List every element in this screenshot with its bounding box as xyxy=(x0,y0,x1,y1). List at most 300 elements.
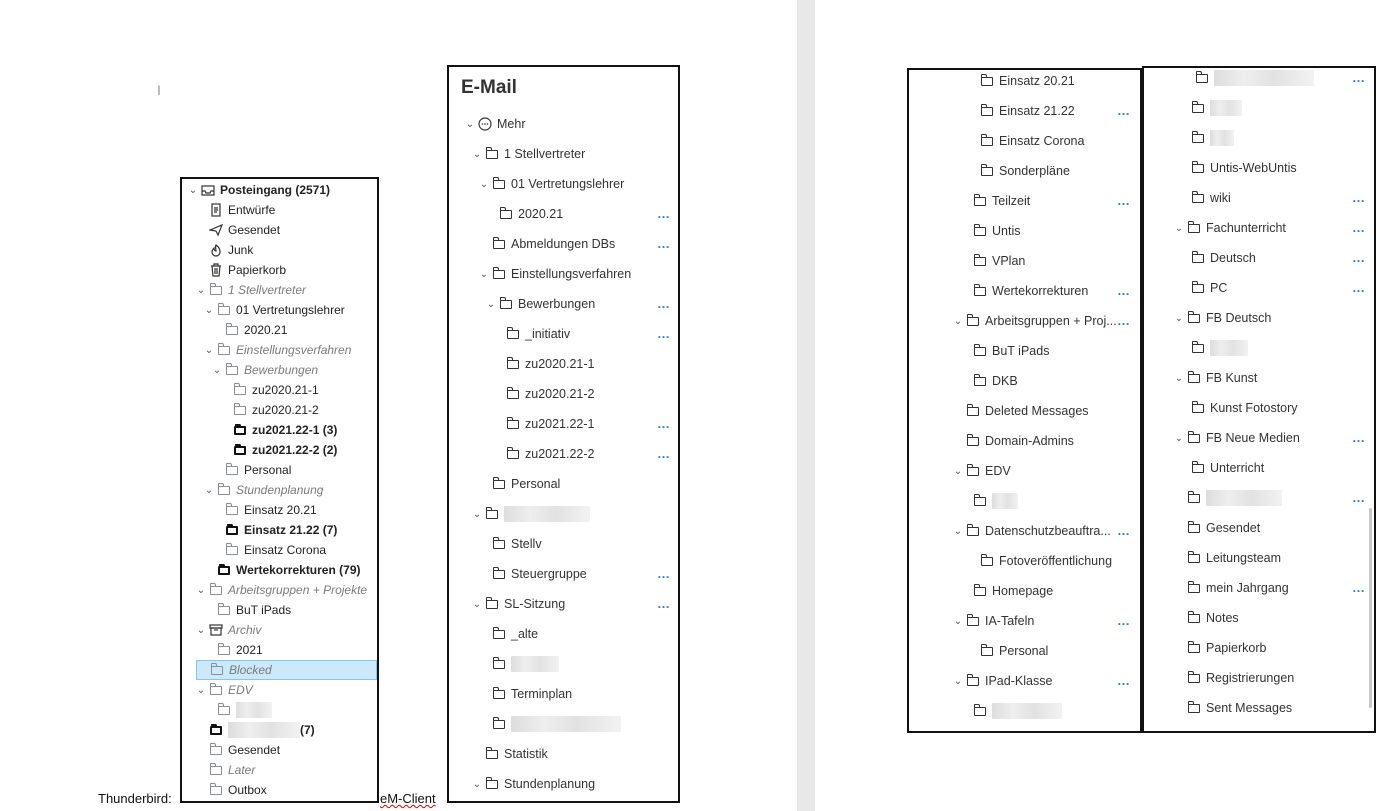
emclient-folder-pane-1 xyxy=(447,65,680,803)
folder-icon xyxy=(210,663,224,677)
more-options-icon[interactable]: … xyxy=(1117,193,1130,208)
folder-label: Terminplan xyxy=(511,687,573,701)
folder-icon xyxy=(217,343,231,357)
folder-row[interactable] xyxy=(493,384,678,404)
folder-row[interactable] xyxy=(1174,638,1373,658)
redacted-name xyxy=(992,703,1062,719)
redacted-name xyxy=(236,702,272,718)
folder-row[interactable] xyxy=(486,294,678,314)
more-options-icon[interactable]: … xyxy=(1352,250,1365,265)
folder-label: mein Jahrgang xyxy=(1206,581,1289,595)
folder-row[interactable] xyxy=(960,281,1138,301)
expand-chevron-icon[interactable] xyxy=(472,779,482,790)
folder-row[interactable] xyxy=(953,671,1138,691)
redacted-name xyxy=(1210,130,1234,146)
folder-label: Notes xyxy=(1206,611,1239,625)
folder-row[interactable] xyxy=(493,444,678,464)
folder-row[interactable] xyxy=(1178,128,1373,148)
folder-label: Einsatz Corona xyxy=(999,134,1085,148)
folder-icon xyxy=(966,314,980,328)
expand-chevron-icon[interactable] xyxy=(479,269,489,280)
folder-label: Sent Messages xyxy=(1206,701,1293,715)
folder-icon xyxy=(1191,161,1205,175)
folder-icon xyxy=(973,584,987,598)
folder-label: IA-Tafeln xyxy=(985,614,1035,628)
folder-label: Registrierungen xyxy=(1206,671,1295,685)
folder-icon xyxy=(217,703,231,717)
expand-chevron-icon[interactable] xyxy=(204,485,214,496)
expand-chevron-icon[interactable] xyxy=(953,676,963,687)
folder-label: FB Kunst xyxy=(1206,371,1258,385)
folder-label: Einsatz 20.21 xyxy=(999,74,1075,88)
expand-chevron-icon[interactable] xyxy=(188,185,198,196)
folder-icon xyxy=(973,704,987,718)
folder-label: Bewerbungen xyxy=(244,363,319,377)
folder-icon xyxy=(217,303,231,317)
folder-row[interactable] xyxy=(212,320,377,340)
expand-chevron-icon[interactable] xyxy=(953,316,963,327)
more-icon xyxy=(478,117,492,131)
folder-icon xyxy=(492,717,506,731)
folder-label: Statistik xyxy=(504,747,548,761)
folder-icon xyxy=(233,403,247,417)
folder-row[interactable] xyxy=(212,500,377,520)
folder-row[interactable] xyxy=(1178,458,1373,478)
folder-row[interactable] xyxy=(493,354,678,374)
folder-row[interactable] xyxy=(953,521,1138,541)
folder-icon xyxy=(209,583,223,597)
folder-row[interactable] xyxy=(1178,278,1373,298)
folder-row[interactable] xyxy=(220,380,377,400)
redacted-name xyxy=(1210,340,1248,356)
folder-label: Teilzeit xyxy=(992,194,1031,208)
folder-row[interactable] xyxy=(204,340,377,360)
folder-label: DKB xyxy=(992,374,1018,388)
expand-chevron-icon[interactable] xyxy=(953,526,963,537)
folder-row[interactable] xyxy=(953,431,1138,451)
folder-row[interactable] xyxy=(967,551,1138,571)
folder-row[interactable] xyxy=(220,440,377,460)
folder-icon xyxy=(1187,521,1201,535)
expand-chevron-icon[interactable] xyxy=(196,285,206,296)
folder-row[interactable] xyxy=(196,260,377,280)
expand-chevron-icon[interactable] xyxy=(204,305,214,316)
folder-icon xyxy=(485,147,499,161)
folder-icon xyxy=(485,597,499,611)
folder-label: Untis-WebUntis xyxy=(1210,161,1297,175)
folder-row[interactable] xyxy=(960,341,1138,361)
folder-row[interactable] xyxy=(196,280,377,300)
folder-icon xyxy=(1187,641,1201,655)
folder-row[interactable] xyxy=(212,520,377,540)
folder-label: Einstellungsverfahren xyxy=(511,267,632,281)
folder-row[interactable] xyxy=(960,701,1138,721)
folder-label: Deutsch xyxy=(1210,251,1256,265)
folder-row[interactable] xyxy=(204,640,377,660)
folder-row[interactable] xyxy=(1178,98,1373,118)
folder-row[interactable] xyxy=(472,774,678,794)
folder-label: Einsatz 20.21 xyxy=(244,503,317,517)
folder-row[interactable] xyxy=(479,684,678,704)
folder-label: zu2021.22-2 (2) xyxy=(252,443,338,457)
folder-label: zu2021.22-1 xyxy=(525,417,595,431)
folder-icon xyxy=(233,443,247,457)
folder-label: Untis xyxy=(992,224,1021,238)
folder-row[interactable] xyxy=(960,371,1138,391)
folder-row[interactable] xyxy=(1174,548,1373,568)
folder-label: _initiativ xyxy=(525,327,571,341)
folder-row[interactable] xyxy=(1174,368,1373,388)
folder-row[interactable] xyxy=(196,780,377,800)
folder-icon xyxy=(966,524,980,538)
folder-icon xyxy=(217,603,231,617)
more-options-icon[interactable]: … xyxy=(657,296,670,311)
expand-chevron-icon[interactable] xyxy=(486,299,496,310)
folder-label: Einsatz 21.22 xyxy=(999,104,1075,118)
folder-icon xyxy=(492,537,506,551)
folder-label: 1 Stellvertreter xyxy=(228,283,307,297)
folder-row[interactable] xyxy=(960,491,1138,511)
folder-label: Archiv xyxy=(228,623,262,637)
expand-chevron-icon[interactable] xyxy=(212,365,222,376)
folder-label: IPad-Klasse xyxy=(985,674,1053,688)
folder-label: Outbox xyxy=(228,783,267,797)
text-cursor: I xyxy=(157,82,161,98)
more-options-icon[interactable]: … xyxy=(657,326,670,341)
folder-label: Einsatz 21.22 (7) xyxy=(244,523,338,537)
folder-row[interactable] xyxy=(479,264,678,284)
emclient-folder-pane-2 xyxy=(907,68,1142,733)
folder-label: Deleted Messages xyxy=(985,404,1089,418)
more-options-icon[interactable]: … xyxy=(1117,613,1130,628)
folder-icon xyxy=(209,763,223,777)
folder-row[interactable] xyxy=(204,480,377,500)
folder-label: Gesendet xyxy=(1206,521,1261,535)
folder-row[interactable] xyxy=(479,624,678,644)
folder-row[interactable] xyxy=(960,221,1138,241)
folder-row[interactable] xyxy=(486,204,678,224)
expand-chevron-icon[interactable] xyxy=(1174,223,1184,234)
folder-icon xyxy=(980,554,994,568)
folder-row[interactable] xyxy=(204,300,377,320)
more-options-icon[interactable]: … xyxy=(1352,280,1365,295)
folder-icon xyxy=(209,283,223,297)
folder-row[interactable] xyxy=(953,401,1138,421)
folder-row[interactable] xyxy=(1174,428,1373,448)
folder-icon xyxy=(973,224,987,238)
folder-row[interactable] xyxy=(479,564,678,584)
folder-row[interactable] xyxy=(1182,68,1373,88)
more-options-icon[interactable]: … xyxy=(1352,580,1365,595)
folder-label: Kunst Fotostory xyxy=(1210,401,1298,415)
caption-emclient-text: eM-Client xyxy=(380,791,436,806)
folder-icon xyxy=(209,683,223,697)
folder-label: 1 Stellvertreter xyxy=(504,147,586,161)
folder-label: Steuergruppe xyxy=(511,567,587,581)
folder-label: PC xyxy=(1210,281,1228,295)
folder-row[interactable] xyxy=(196,580,377,600)
folder-label: Entwürfe xyxy=(228,203,276,217)
folder-icon xyxy=(492,627,506,641)
folder-icon xyxy=(966,434,980,448)
folder-icon xyxy=(1187,311,1201,325)
folder-row[interactable] xyxy=(204,700,377,720)
folder-icon xyxy=(209,723,223,737)
folder-label: (7) xyxy=(300,723,315,737)
folder-label: Stellv xyxy=(511,537,542,551)
folder-row[interactable] xyxy=(479,714,678,734)
folder-row[interactable] xyxy=(472,144,678,164)
folder-row[interactable] xyxy=(196,240,377,260)
folder-row[interactable] xyxy=(1174,488,1373,508)
more-options-icon[interactable]: … xyxy=(1117,673,1130,688)
folder-icon xyxy=(1195,71,1209,85)
redacted-name xyxy=(1214,70,1314,86)
redacted-name xyxy=(1206,490,1282,506)
folder-row[interactable] xyxy=(953,311,1138,331)
folder-row[interactable] xyxy=(1174,668,1373,688)
emclient-folder-pane-3 xyxy=(1142,66,1376,733)
more-options-icon[interactable]: … xyxy=(1352,70,1365,85)
folder-row[interactable] xyxy=(1178,158,1373,178)
folder-icon xyxy=(506,327,520,341)
folder-label: FB Deutsch xyxy=(1206,311,1272,325)
folder-row[interactable] xyxy=(204,600,377,620)
more-options-icon[interactable]: … xyxy=(657,446,670,461)
folder-row[interactable] xyxy=(967,161,1138,181)
more-options-icon[interactable]: … xyxy=(657,416,670,431)
folder-icon xyxy=(1191,341,1205,355)
folder-row[interactable] xyxy=(1178,338,1373,358)
folder-row[interactable] xyxy=(479,234,678,254)
thunderbird-folder-pane xyxy=(180,177,379,803)
more-options-icon[interactable]: … xyxy=(1352,220,1365,235)
folder-icon xyxy=(225,323,239,337)
folder-label: BuT iPads xyxy=(236,603,292,617)
expand-chevron-icon[interactable] xyxy=(465,119,475,130)
folder-row[interactable] xyxy=(472,594,678,614)
folder-row[interactable] xyxy=(953,461,1138,481)
folder-row[interactable] xyxy=(204,560,377,580)
folder-icon xyxy=(1187,371,1201,385)
folder-icon xyxy=(233,423,247,437)
folder-icon xyxy=(499,207,513,221)
folder-icon xyxy=(1187,491,1201,505)
folder-icon xyxy=(485,747,499,761)
folder-label: zu2020.21-2 xyxy=(525,387,595,401)
folder-row[interactable] xyxy=(465,114,678,134)
folder-row[interactable] xyxy=(1174,308,1373,328)
redacted-name xyxy=(992,493,1018,509)
folder-icon xyxy=(1187,431,1201,445)
folder-row[interactable] xyxy=(472,744,678,764)
folder-row[interactable] xyxy=(212,540,377,560)
folder-icon xyxy=(973,194,987,208)
folder-row[interactable] xyxy=(967,641,1138,661)
expand-chevron-icon[interactable] xyxy=(472,149,482,160)
folder-icon xyxy=(973,344,987,358)
folder-icon xyxy=(1191,401,1205,415)
folder-icon xyxy=(485,777,499,791)
expand-chevron-icon[interactable] xyxy=(196,625,206,636)
folder-row[interactable] xyxy=(960,581,1138,601)
folder-row[interactable] xyxy=(1174,698,1373,718)
more-options-icon[interactable]: … xyxy=(1352,430,1365,445)
folder-row[interactable] xyxy=(196,660,377,680)
folder-icon xyxy=(492,687,506,701)
folder-label: Blocked xyxy=(229,663,272,677)
more-options-icon[interactable]: … xyxy=(1117,523,1130,538)
folder-row[interactable] xyxy=(953,611,1138,631)
expand-chevron-icon[interactable] xyxy=(196,585,206,596)
redacted-name xyxy=(511,716,621,732)
folder-row[interactable] xyxy=(212,460,377,480)
folder-row[interactable] xyxy=(220,400,377,420)
folder-row[interactable] xyxy=(196,740,377,760)
folder-icon xyxy=(217,643,231,657)
folder-row[interactable] xyxy=(472,504,678,524)
folder-icon xyxy=(1187,551,1201,565)
folder-icon xyxy=(225,543,239,557)
more-options-icon[interactable]: … xyxy=(657,206,670,221)
folder-row[interactable] xyxy=(967,71,1138,91)
folder-row[interactable] xyxy=(196,620,377,640)
folder-label: 2020.21 xyxy=(518,207,564,221)
folder-row[interactable] xyxy=(1174,578,1373,598)
expand-chevron-icon[interactable] xyxy=(472,509,482,520)
folder-label: Datenschutzbeauftra... xyxy=(985,524,1111,538)
folder-row[interactable] xyxy=(967,101,1138,121)
more-options-icon[interactable]: … xyxy=(657,596,670,611)
folder-icon xyxy=(973,284,987,298)
redacted-name xyxy=(511,656,559,672)
caption-emclient xyxy=(380,791,436,806)
expand-chevron-icon[interactable] xyxy=(1174,433,1184,444)
folder-label: Later xyxy=(228,763,256,777)
folder-label: FB Neue Medien xyxy=(1206,431,1300,445)
folder-label: zu2020.21-2 xyxy=(252,403,319,417)
folder-icon xyxy=(973,254,987,268)
folder-icon xyxy=(1191,251,1205,265)
folder-icon xyxy=(973,374,987,388)
folder-icon xyxy=(492,657,506,671)
folder-icon xyxy=(506,357,520,371)
folder-label: Gesendet xyxy=(228,743,281,757)
folder-icon xyxy=(209,783,223,797)
folder-icon xyxy=(225,463,239,477)
more-options-icon[interactable]: … xyxy=(657,236,670,251)
expand-chevron-icon[interactable] xyxy=(1174,373,1184,384)
inbox-icon xyxy=(201,183,215,197)
folder-icon xyxy=(980,74,994,88)
folder-label: 01 Vertretungslehrer xyxy=(511,177,625,191)
redacted-name xyxy=(504,506,590,522)
folder-row[interactable] xyxy=(212,360,377,380)
folder-label: Papierkorb xyxy=(228,263,287,277)
folder-row[interactable] xyxy=(196,220,377,240)
more-options-icon[interactable]: … xyxy=(1117,313,1130,328)
folder-label: Posteingang (2571) xyxy=(220,183,331,197)
folder-row[interactable] xyxy=(967,131,1138,151)
folder-label: Arbeitsgruppen + Projekte xyxy=(228,583,368,597)
folder-row[interactable] xyxy=(479,474,678,494)
folder-label: zu2020.21-1 xyxy=(525,357,595,371)
more-options-icon[interactable]: … xyxy=(1352,190,1365,205)
folder-row[interactable] xyxy=(196,760,377,780)
folder-icon xyxy=(966,464,980,478)
folder-label: Stundenplanung xyxy=(504,777,596,791)
folder-row[interactable] xyxy=(1174,518,1373,538)
folder-row[interactable] xyxy=(960,191,1138,211)
folder-label: Leitungsteam xyxy=(1206,551,1282,565)
sent-icon xyxy=(209,223,223,237)
folder-icon xyxy=(225,503,239,517)
expand-chevron-icon[interactable] xyxy=(953,466,963,477)
folder-row[interactable] xyxy=(196,680,377,700)
more-options-icon[interactable]: … xyxy=(1117,283,1130,298)
folder-row[interactable] xyxy=(220,420,377,440)
folder-label: BuT iPads xyxy=(992,344,1050,358)
expand-chevron-icon[interactable] xyxy=(479,179,489,190)
folder-label: Gesendet xyxy=(228,223,281,237)
expand-chevron-icon[interactable] xyxy=(196,685,206,696)
more-options-icon[interactable]: … xyxy=(1117,103,1130,118)
folder-icon xyxy=(217,563,231,577)
folder-row[interactable] xyxy=(493,324,678,344)
junk-icon xyxy=(209,243,223,257)
folder-row[interactable] xyxy=(196,720,377,740)
folder-icon xyxy=(980,104,994,118)
folder-icon xyxy=(980,644,994,658)
expand-chevron-icon[interactable] xyxy=(204,345,214,356)
folder-row[interactable] xyxy=(960,251,1138,271)
folder-icon xyxy=(980,134,994,148)
folder-row[interactable] xyxy=(1174,608,1373,628)
expand-chevron-icon[interactable] xyxy=(1174,313,1184,324)
folder-row[interactable] xyxy=(1178,398,1373,418)
folder-row[interactable] xyxy=(188,180,377,200)
folder-icon xyxy=(506,417,520,431)
folder-row[interactable] xyxy=(1178,188,1373,208)
folder-row[interactable] xyxy=(196,200,377,220)
folder-icon xyxy=(499,297,513,311)
folder-row[interactable] xyxy=(1178,248,1373,268)
folder-icon xyxy=(233,383,247,397)
folder-icon xyxy=(1187,581,1201,595)
more-options-icon[interactable]: … xyxy=(657,566,670,581)
folder-icon xyxy=(1187,221,1201,235)
folder-label: Arbeitsgruppen + Proj... xyxy=(985,314,1117,328)
folder-row[interactable] xyxy=(479,174,678,194)
more-options-icon[interactable]: … xyxy=(1352,490,1365,505)
folder-label: Papierkorb xyxy=(1206,641,1267,655)
drafts-icon xyxy=(209,203,223,217)
expand-chevron-icon[interactable] xyxy=(953,616,963,627)
folder-row[interactable] xyxy=(493,414,678,434)
folder-label: Personal xyxy=(511,477,561,491)
folder-row[interactable] xyxy=(479,654,678,674)
folder-icon xyxy=(966,674,980,688)
folder-row[interactable] xyxy=(1174,218,1373,238)
expand-chevron-icon[interactable] xyxy=(472,599,482,610)
emclient-title: E-Mail xyxy=(461,77,517,98)
folder-icon xyxy=(209,743,223,757)
folder-label: 2021 xyxy=(236,643,263,657)
folder-label: Unterricht xyxy=(1210,461,1265,475)
folder-icon xyxy=(506,387,520,401)
folder-row[interactable] xyxy=(479,534,678,554)
folder-icon xyxy=(1191,281,1205,295)
